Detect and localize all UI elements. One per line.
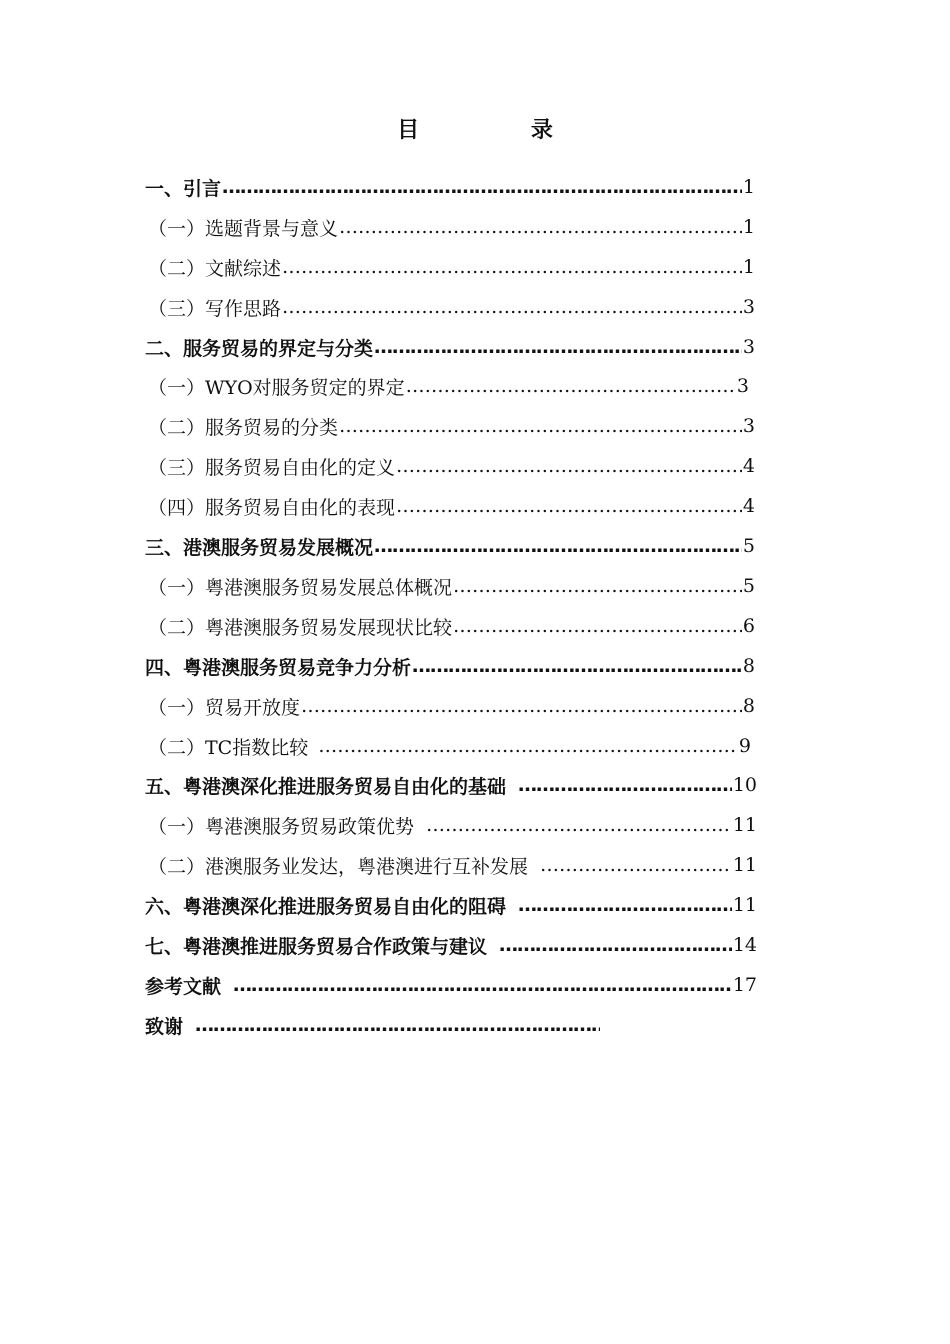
dot-leader — [282, 295, 742, 319]
dot-leader — [396, 454, 742, 478]
toc-entry-page: 1 — [742, 256, 755, 278]
dot-leader — [540, 853, 732, 877]
toc-entry-label: 参考文献 — [145, 975, 222, 998]
toc-entry[interactable] — [148, 207, 755, 247]
toc-entry-page: 3 — [742, 415, 755, 437]
toc-entry-page: 11 — [732, 854, 757, 876]
toc-entry-label: （二）文献综述 — [148, 257, 282, 280]
toc-entry-label: （四）服务贸易自由化的表现 — [148, 496, 396, 519]
toc-entry-label: 五、粤港澳深化推进服务贸易自由化的基础 — [145, 775, 507, 798]
toc-entry-label: （一）贸易开放度 — [148, 696, 301, 719]
toc-entry-page: 5 — [742, 575, 755, 597]
toc-entry-page: 8 — [742, 695, 755, 717]
toc-entry-page: 14 — [732, 934, 757, 956]
toc-entry[interactable] — [145, 925, 757, 965]
dot-leader — [453, 614, 742, 638]
toc-entry-page: 11 — [732, 894, 757, 916]
dot-leader — [412, 654, 742, 678]
page-title: 目 录 — [397, 118, 605, 143]
toc-entry-label: （一）WYO对服务贸定的界定 — [148, 376, 405, 399]
toc-entry[interactable] — [148, 726, 751, 766]
toc-entry-page: 4 — [742, 495, 755, 517]
dot-leader — [282, 255, 742, 279]
toc-entry[interactable] — [148, 606, 755, 646]
toc-entry-page: 1 — [742, 176, 755, 198]
toc-entry-page: 11 — [732, 814, 757, 836]
toc-entry-label: （二）TC指数比较 — [148, 736, 309, 759]
dot-leader — [301, 694, 742, 718]
toc-entry[interactable] — [148, 406, 755, 446]
dot-leader — [222, 175, 742, 199]
toc-entry[interactable] — [148, 566, 755, 606]
toc-entry-label: 一、引言 — [145, 177, 222, 200]
toc-entry-label: （一）粤港澳服务贸易发展总体概况 — [148, 576, 453, 599]
toc-entry[interactable] — [145, 1005, 601, 1045]
toc-entry-label: 致谢 — [145, 1015, 184, 1038]
dot-leader — [318, 734, 738, 758]
toc-entry[interactable] — [145, 327, 755, 367]
dot-leader — [499, 933, 732, 957]
toc-entry[interactable] — [145, 646, 755, 686]
toc-entry[interactable] — [145, 885, 757, 925]
toc-entry-label: （二）服务贸易的分类 — [148, 416, 339, 439]
toc-entry-label: （三）写作思路 — [148, 297, 282, 320]
toc-entry-label: （二）港澳服务业发达，粤港澳进行互补发展 — [148, 855, 529, 878]
toc-entry-label: （一）选题背景与意义 — [148, 217, 339, 240]
dot-leader — [374, 534, 742, 558]
toc-entry[interactable] — [148, 486, 755, 526]
toc-entry[interactable] — [148, 805, 757, 845]
dot-leader — [406, 374, 736, 398]
toc-entry-label: （二）粤港澳服务贸易发展现状比较 — [148, 616, 453, 639]
dot-leader — [233, 973, 732, 997]
toc-entry[interactable] — [148, 845, 757, 885]
toc-entry-label: 三、港澳服务贸易发展概况 — [145, 536, 374, 559]
toc-entry-page: 9 — [738, 735, 751, 757]
toc-entry-label: （三）服务贸易自由化的定义 — [148, 456, 396, 479]
toc-entry[interactable] — [145, 526, 755, 566]
toc-entry-label: （一）粤港澳服务贸易政策优势 — [148, 815, 415, 838]
toc-entry[interactable] — [148, 366, 749, 406]
toc-entry-page: 3 — [742, 296, 755, 318]
toc-entry-page: 4 — [742, 455, 755, 477]
dot-leader — [374, 335, 742, 359]
toc-entry[interactable] — [145, 167, 755, 207]
dot-leader — [339, 414, 742, 438]
toc-entry-page: 8 — [742, 655, 755, 677]
toc-entry-page: 1 — [742, 216, 755, 238]
toc-entry[interactable] — [148, 446, 755, 486]
toc-entry-label: 四、粤港澳服务贸易竞争力分析 — [145, 656, 412, 679]
toc-entry-page: 5 — [742, 535, 755, 557]
toc-entry-page: 10 — [732, 774, 757, 796]
toc-entry[interactable] — [148, 686, 755, 726]
toc-entry-page: 3 — [736, 375, 749, 397]
toc-entry-label: 二、服务贸易的界定与分类 — [145, 337, 374, 360]
toc-entry-label: 六、粤港澳深化推进服务贸易自由化的阻碍 — [145, 895, 507, 918]
dot-leader — [195, 1013, 600, 1037]
dot-leader — [518, 893, 732, 917]
dot-leader — [426, 813, 732, 837]
toc-entry-page: 3 — [742, 336, 755, 358]
toc-entry[interactable] — [145, 765, 757, 805]
dot-leader — [518, 773, 732, 797]
dot-leader — [339, 215, 742, 239]
toc-entry-page: 6 — [742, 615, 755, 637]
toc-entry[interactable] — [148, 287, 755, 327]
dot-leader — [396, 494, 742, 518]
toc-entry-page: 17 — [732, 974, 757, 996]
toc-entry[interactable] — [145, 965, 757, 1005]
toc-entry-label: 七、粤港澳推进服务贸易合作政策与建议 — [145, 935, 488, 958]
toc-entry[interactable] — [148, 247, 755, 287]
dot-leader — [453, 574, 742, 598]
